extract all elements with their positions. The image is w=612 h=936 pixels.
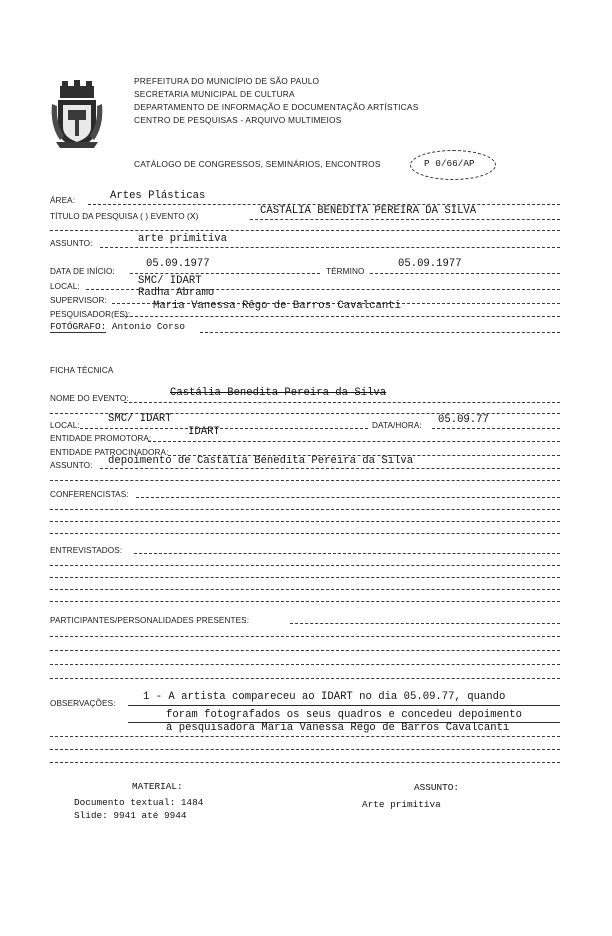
data-inicio-value: 05.09.1977 (146, 258, 210, 270)
fotografo-row (50, 321, 185, 332)
municipal-crest-icon (50, 78, 104, 150)
promotora-value: IDART (188, 426, 220, 438)
titulo-label-text: TÍTULO DA PESQUISA ( ) EVENTO ( (50, 212, 190, 221)
catalog-title: CATÁLOGO DE CONGRESSOS, SEMINÁRIOS, ENCONTROS (134, 159, 381, 169)
termino-value: 05.09.1977 (398, 258, 462, 270)
data-inicio-label: DATA DE INÍCIO: (50, 267, 115, 276)
participantes-label: PARTICIPANTES/PERSONALIDADES PRESENTES: (50, 616, 250, 625)
header-prefeitura: PREFEITURA DO MUNICÍPIO DE SÃO PAULO (134, 76, 320, 86)
ficha-local-label: LOCAL: (50, 421, 80, 430)
assunto-label: ASSUNTO: (50, 239, 93, 248)
nome-evento-value: Castália Benedita Pereira da Silva (170, 387, 387, 399)
datahora-label: DATA/HORA: (372, 421, 422, 430)
conferencistas-label: CONFERENCISTAS: (50, 490, 129, 499)
header-centro: CENTRO DE PESQUISAS - ARQUIVO MULTIMEIOS (134, 115, 342, 125)
titulo-close: ) (195, 212, 199, 221)
titulo-label (50, 211, 198, 222)
pesquisador-value: Maria Vanessa Rêgo de Barros Cavalcanti (153, 300, 401, 312)
nome-evento-label: NOME DO EVENTO: (50, 394, 129, 403)
entrevistados-label: ENTREVISTADOS: (50, 546, 123, 555)
fotografo-value: Antonio Corso (111, 321, 186, 332)
ficha-local-value: SMC/ IDART (108, 413, 172, 425)
obs-line-2: foram fotografados os seus quadros e concedeu depoimento (166, 709, 523, 721)
pesquisador-label: PESQUISADOR(ES): (50, 310, 131, 319)
supervisor-value: Radha Abramo (138, 287, 215, 299)
ficha-assunto-value: depoimento de Castália Benedita Pereira da Silva (108, 455, 414, 467)
termino-label: TÉRMINO (326, 267, 365, 276)
observacoes-label: OBSERVAÇÕES: (50, 699, 116, 708)
patrocinadora-label: ENTIDADE PATROCINADORA: (50, 448, 169, 457)
assunto-value: arte primitiva (138, 233, 228, 245)
area-value: Artes Plásticas (110, 190, 206, 202)
footer-assunto-label: ASSUNTO: (414, 782, 460, 793)
datahora-value: 05.09.77 (438, 414, 489, 426)
ficha-title: FICHA TÉCNICA (50, 366, 114, 375)
titulo-value: CASTÁLIA BENEDITA PEREIRA DA SILVA (260, 205, 477, 217)
local-label: LOCAL: (50, 282, 80, 291)
material-line-2: Slide: 9941 até 9944 (74, 810, 187, 821)
fotografo-label: FOTÓGRAFO: (50, 321, 107, 332)
supervisor-label: SUPERVISOR: (50, 296, 107, 305)
footer-assunto-value: Arte primitiva (362, 799, 441, 810)
local-value: SMC/ IDART (138, 275, 202, 287)
ficha-assunto-label: ASSUNTO: (50, 461, 93, 470)
titulo-mark: X (189, 211, 196, 222)
area-label: ÁREA: (50, 196, 76, 205)
promotora-label: ENTIDADE PROMOTORA: (50, 434, 152, 443)
material-line-1: Documento textual: 1484 (74, 797, 204, 808)
material-label: MATERIAL: (132, 781, 183, 792)
obs-line-1: 1 - A artista compareceu ao IDART no dia 05.09.77, quando (143, 691, 506, 703)
catalog-code: P 0/66/AP (424, 158, 475, 169)
header-secretaria: SECRETARIA MUNICIPAL DE CULTURA (134, 89, 295, 99)
header-departamento: DEPARTAMENTO DE INFORMAÇÃO E DOCUMENTAÇÃO ARTÍSTICAS (134, 102, 419, 112)
obs-line-3: à pesquisadora Maria Vanessa Rêgo de Barros Cavalcanti (166, 722, 510, 734)
